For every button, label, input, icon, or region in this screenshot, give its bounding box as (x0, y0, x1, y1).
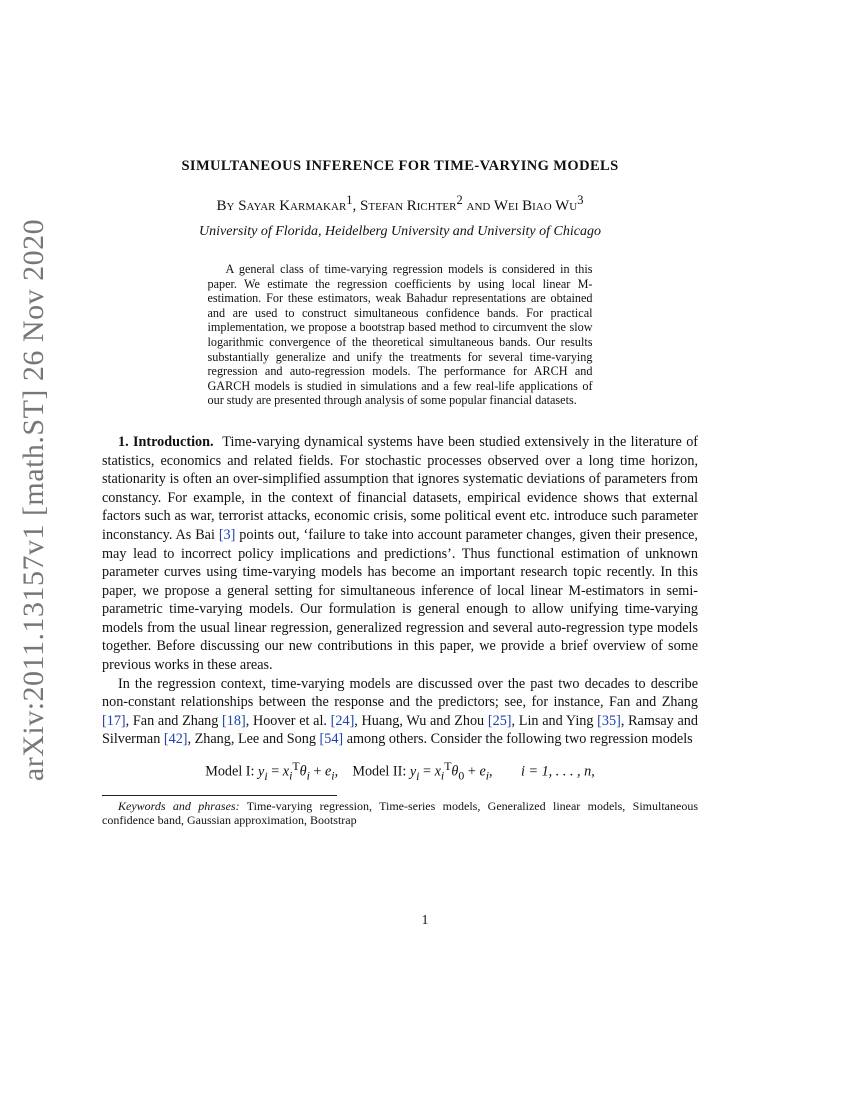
intro-p2-text-g: , Zhang, Lee and Song (187, 731, 320, 748)
author-and: and (462, 198, 494, 214)
citation-link[interactable]: [25] (487, 712, 512, 729)
model-2-label: Model II: (352, 763, 410, 780)
footnote-divider (102, 795, 337, 796)
citation-link[interactable]: [18] (222, 712, 246, 729)
model-1-label: Model I: (205, 763, 259, 780)
keywords-text: Time-varying regression, Time-series models, Generalized linear models, Simultaneous confidence band, Gaussian approximation, Bootstrap (102, 798, 698, 828)
author-1-mark: 1 (346, 193, 353, 207)
arxiv-stamp (17, 218, 51, 782)
author-2-mark: 2 (456, 193, 463, 207)
author-2: Stefan Richter (360, 198, 457, 214)
citation-link[interactable]: [3] (218, 526, 236, 543)
intro-paragraph-2 (102, 675, 698, 749)
intro-p2-text-d: , Huang, Wu and Zhou (354, 712, 488, 729)
keywords-footnote (102, 799, 698, 828)
keywords-label: Keywords and phrases: (118, 798, 240, 813)
arxiv-stamp-text: arXiv:2011.13157v1 [math.ST] 26 Nov 2020 (17, 218, 51, 782)
intro-p2-text-e: , Lin and Ying (511, 712, 598, 729)
author-3-mark: 3 (577, 193, 584, 207)
intro-p2-text-b: , Fan and Zhang (125, 712, 223, 729)
intro-p1-text-a: Time-varying dynamical systems have been studied extensively in the literature of statistics, economics and related fields. For stochastic processes observed over a long time horizon, stationarity is often an over-simplified assumption that ignores systematic deviations of parameters from constancy. For example, in the context of financial datasets, empirical evidence shows that external factors such as war, terrorist attacks, economic crisis, some political event etc. introduce such parameter inconstancy. As Bai (102, 433, 699, 543)
intro-p2-text-a: In the regression context, time-varying models are discussed over the past two decades to describe non-constant relationships between the response and the predictors; see, for instance, Fan and Zhang (102, 675, 698, 711)
intro-p2-text-c: , Hoover et al. (245, 712, 331, 729)
citation-link[interactable]: [17] (102, 712, 126, 729)
author-3: Wei Biao Wu (493, 198, 578, 214)
paper-title: SIMULTANEOUS INFERENCE FOR TIME-VARYING MODELS (181, 158, 619, 174)
paper-page (102, 150, 698, 828)
intro-paragraph-1 (102, 433, 698, 675)
model-equations: Model I: $y_i = x_i^T\theta_i + e_i$, Model II: $y_i = x_i^T\theta_0 + e_i$, i = 1, . . . , n, (205, 759, 595, 783)
intro-p1-text-b: points out, ‘failure to take into account parameter changes, given their presence, may lead to incorrect policy implications and predictions’. Thus functional estimation of unknown parameter curves using time-varying models has become an important research topic recently. In this paper, we propose a general setting for simultaneous inference of local linear M-estimators in semi-parametric time-varying models. Our formulation is general enough to allow unifying time-varying models from the usual linear regression, generalized regression and several auto-regression type models together. Before discussing our new contributions in this paper, we provide a brief overview of some previous works in these areas. (102, 526, 698, 674)
citation-link[interactable]: [42] (163, 731, 188, 748)
author-separator: , (352, 198, 361, 214)
intro-p2-text-f: , Ramsay and Silverman (102, 712, 698, 748)
introduction-section (102, 433, 698, 749)
citation-link[interactable]: [35] (597, 712, 621, 729)
citation-link[interactable]: [54] (319, 731, 344, 748)
index-range: i = 1, . . . , n, (520, 763, 595, 780)
citation-link[interactable]: [24] (330, 712, 355, 729)
page-number: 1 (421, 912, 429, 927)
affiliation: University of Florida, Heidelberg University and University of Chicago (199, 224, 601, 239)
author-line (102, 193, 698, 215)
section-heading: 1. Introduction. (118, 433, 214, 450)
author-1: Sayar Karmakar (238, 198, 347, 214)
by-word: By (216, 198, 235, 214)
abstract: A general class of time-varying regression models is considered in this paper. We estimate the regression coefficients by using local linear M-estimation. For these estimators, weak Bahadur representations are obtained and are used to construct simultaneous confidence bands. For practical implementation, we propose a bootstrap based method to circumvent the slow logarithmic convergence of the theoretical simultaneous bands. Our results substantially generalize and unify the treatments for several time-varying regression and auto-regression models. The performance for ARCH and GARCH models is studied in simulations and a few real-life applications of our study are presented through analysis of some popular financial datasets. (207, 262, 593, 408)
intro-p2-text-h: among others. Consider the following two regression models (343, 731, 693, 748)
